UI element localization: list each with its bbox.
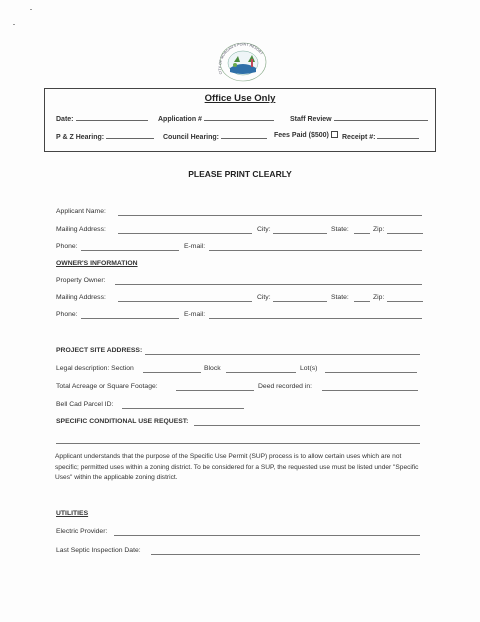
fees-paid-checkbox[interactable]: [331, 131, 338, 138]
receipt-field[interactable]: [377, 131, 419, 139]
electric-provider-label: Electric Provider:: [56, 528, 108, 535]
applicant-city-label: City:: [257, 226, 271, 233]
receipt-label: Receipt #:: [342, 134, 376, 141]
applicant-name-field[interactable]: [118, 215, 422, 216]
scan-speck: [30, 9, 32, 10]
staff-review-field[interactable]: [334, 113, 428, 121]
owner-city-field[interactable]: [273, 301, 327, 302]
office-use-title: Office Use Only: [204, 93, 276, 104]
office-row-1: [56, 113, 148, 123]
date-label: Date:: [56, 116, 74, 123]
acreage-field[interactable]: [176, 390, 254, 391]
sup-acknowledgement-text: Applicant understands that the purpose of the Specific Use Permit (SUP) process is to allow certain uses which are not specific; permitted uses within a zoning district. To be considered for a SUP, the requested use must be listed under "Specific Uses" within the applicable zoning district.: [55, 453, 419, 481]
owner-mailing-label: Mailing Address:: [56, 294, 106, 301]
owner-city-label: City:: [257, 294, 271, 301]
property-owner-field[interactable]: [115, 284, 422, 285]
applicant-phone-label: Phone:: [56, 243, 78, 250]
applicant-mailing-field[interactable]: [118, 233, 252, 234]
owner-phone-field[interactable]: [81, 318, 179, 319]
application-field[interactable]: [204, 113, 274, 121]
legal-section-label: Legal description: Section: [56, 365, 134, 372]
septic-inspection-field[interactable]: [151, 554, 420, 555]
applicant-zip-field[interactable]: [387, 233, 423, 234]
applicant-state-label: State:: [331, 226, 349, 233]
scan-speck: [13, 24, 15, 25]
lots-label: Lot(s): [300, 365, 318, 372]
applicant-zip-label: Zip:: [373, 226, 385, 233]
owner-state-label: State:: [331, 294, 349, 301]
council-hearing-field[interactable]: [221, 131, 267, 139]
council-hearing-label: Council Hearing:: [163, 134, 220, 141]
owner-zip-label: Zip:: [373, 294, 385, 301]
applicant-email-field[interactable]: [209, 250, 422, 251]
owner-phone-label: Phone:: [56, 311, 78, 318]
legal-section-field[interactable]: [143, 372, 201, 373]
application-label: Application #: [158, 116, 202, 123]
lots-field[interactable]: [325, 372, 417, 373]
print-clearly-heading: PLEASE PRINT CLEARLY: [188, 169, 292, 179]
property-owner-label: Property Owner:: [56, 277, 106, 284]
applicant-mailing-label: Mailing Address:: [56, 226, 106, 233]
sup-request-field-2[interactable]: [56, 443, 420, 444]
electric-provider-field[interactable]: [114, 535, 420, 536]
owner-email-label: E-mail:: [184, 311, 206, 318]
pz-hearing-label: P & Z Hearing:: [56, 134, 105, 141]
sup-request-field[interactable]: [194, 425, 420, 426]
city-seal-logo: [212, 38, 274, 82]
applicant-city-field[interactable]: [273, 233, 327, 234]
fees-paid-label: Fees Paid ($500): [274, 132, 329, 139]
staff-review-cell: [290, 113, 428, 123]
project-site-address-field[interactable]: [145, 354, 420, 355]
pz-hearing-cell: [56, 131, 154, 141]
applicant-name-label: Applicant Name:: [56, 208, 106, 215]
owner-zip-field[interactable]: [387, 301, 423, 302]
council-hearing-cell: [163, 131, 267, 141]
utilities-heading: UTILITIES: [56, 510, 89, 517]
staff-review-label: Staff Review: [290, 116, 332, 123]
acreage-label: Total Acreage or Square Footage:: [56, 383, 158, 390]
deed-recorded-label: Deed recorded in:: [258, 383, 313, 390]
bell-cad-label: Bell Cad Parcel ID:: [56, 401, 114, 408]
project-site-address-label: PROJECT SITE ADDRESS:: [56, 347, 143, 354]
sup-request-label: SPECIFIC CONDITIONAL USE REQUEST:: [56, 418, 189, 425]
deed-recorded-field[interactable]: [322, 390, 418, 391]
applicant-phone-field[interactable]: [81, 250, 179, 251]
owner-mailing-field[interactable]: [118, 301, 252, 302]
pz-hearing-field[interactable]: [106, 131, 154, 139]
fees-paid-cell: [274, 131, 340, 139]
receipt-cell: [342, 131, 419, 141]
block-label: Block: [204, 365, 221, 372]
septic-inspection-label: Last Septic Inspection Date:: [56, 547, 141, 554]
block-field[interactable]: [226, 372, 296, 373]
application-cell: [158, 113, 274, 123]
seal-text: CITY OF MORGAN'S POINT RESORT: [217, 42, 264, 75]
applicant-state-field[interactable]: [354, 233, 370, 234]
owner-information-heading: OWNER'S INFORMATION: [56, 260, 138, 267]
date-field[interactable]: [76, 113, 148, 121]
applicant-email-label: E-mail:: [184, 243, 206, 250]
bell-cad-field[interactable]: [122, 408, 244, 409]
owner-state-field[interactable]: [354, 301, 370, 302]
owner-email-field[interactable]: [209, 318, 422, 319]
